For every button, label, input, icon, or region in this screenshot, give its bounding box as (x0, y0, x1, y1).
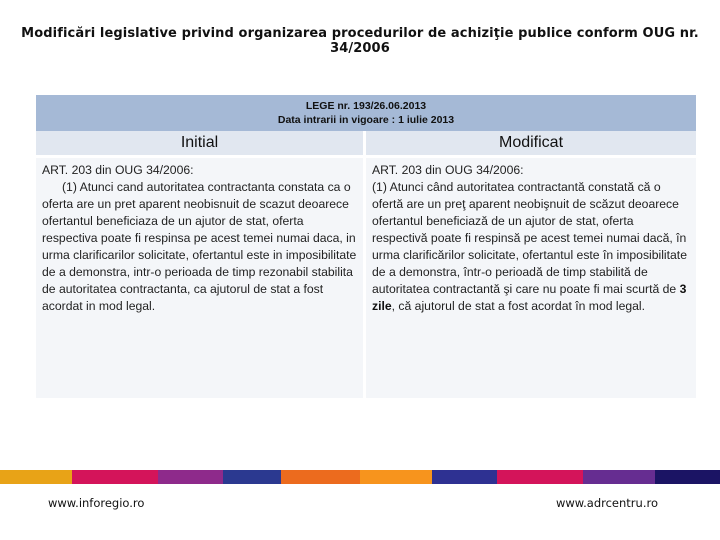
column-header-initial: Initial (36, 131, 363, 155)
modified-text-bold: 3 zile (372, 282, 687, 313)
modified-article: ART. 203 din OUG 34/2006: (372, 163, 524, 177)
color-bar-segment (583, 470, 655, 484)
color-bar-segment (158, 470, 223, 484)
modified-text-before: (1) Atunci când autoritatea contractantă constată că o ofertă are un preţ aparent neobişnuit de scăzut deoarece ofertantul beneficiază de un ajutor de stat, oferta respectivă poate fi respinsă pe acest temei numai dacă, în urma clarificărilor solicitate, ofertantul este în imposibilitate de a demonstra, într-o perioadă de timp stabilită de autoritatea contractantă şi care nu poate fi mai scurtă de (372, 180, 687, 296)
color-bar-segment (655, 470, 720, 484)
color-bar-segment (497, 470, 583, 484)
initial-paragraph: (1) Atunci cand autoritatea contractanta constata ca o oferta are un pret aparent neobisnuit de scazut deoarece ofertantul beneficiaza de un ajutor de stat, oferta respectiva poate fi respinsa pe acest temei numai daca, in urma clarificarilor solicitate, ofertantul este in imposibilitate de a demonstra, intr-o perioada de timp rezonabil stabilita de autoritatea contractanta, ca ajutorul de stat a fost acordat in mod legal. (42, 180, 357, 313)
comparison-table (36, 95, 696, 398)
row-separator (36, 155, 696, 158)
color-bar-segment (360, 470, 432, 484)
modified-text-after: , că ajutorul de stat a fost acordat în mod legal. (391, 299, 646, 313)
adrcentru-link[interactable]: www.adrcentru.ro (555, 496, 658, 510)
column-divider (363, 131, 366, 398)
column-header-modified: Modificat (366, 131, 696, 155)
initial-article: ART. 203 din OUG 34/2006: (42, 163, 194, 177)
color-bar-segment (72, 470, 158, 484)
color-bar-segment (281, 470, 360, 484)
color-bar-segment (223, 470, 281, 484)
law-number: LEGE nr. 193/26.06.2013 (305, 100, 427, 112)
table-header (36, 95, 696, 131)
modified-text-cell (372, 162, 690, 315)
color-bar-segment (432, 470, 497, 484)
initial-text-cell (42, 162, 360, 315)
inforegio-link[interactable]: www.inforegio.ro (48, 496, 145, 510)
effective-date: Data intrarii in vigoare : 1 iulie 2013 (277, 114, 455, 126)
modified-paragraph (372, 179, 690, 315)
footer-color-bar (0, 470, 720, 484)
slide-title: Modificări legislative privind organizarea procedurilor de achiziţie publice conform OUG nr. 34/2006 (21, 26, 699, 56)
color-bar-segment (0, 470, 72, 484)
